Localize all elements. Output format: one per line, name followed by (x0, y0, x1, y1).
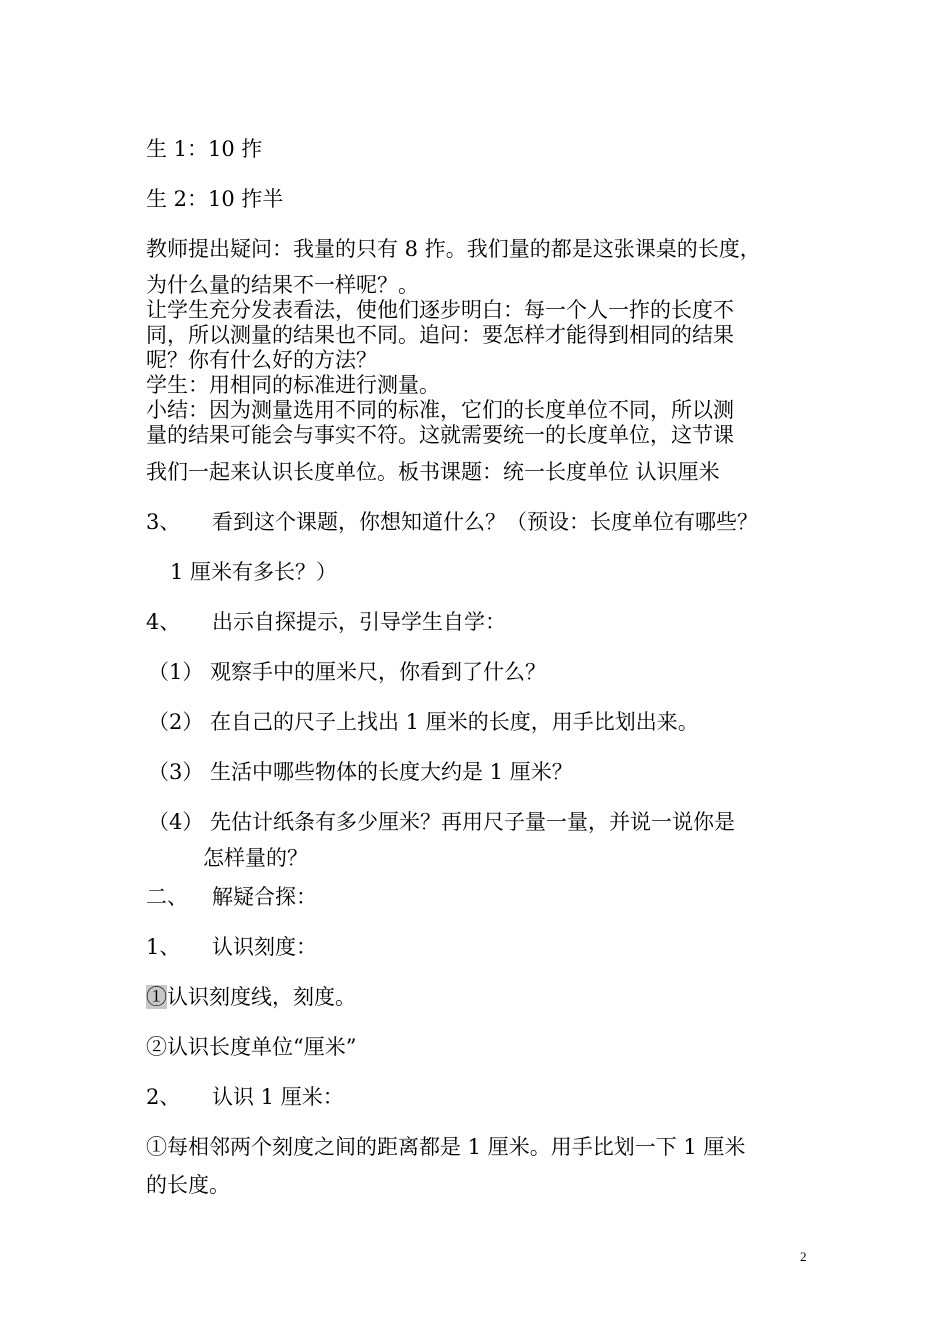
paragraph-line: 生 2：10 拃半 (146, 187, 284, 211)
paragraph-line: ②认识长度单位“厘米” (146, 1035, 357, 1059)
paragraph-line: 为什么量的结果不一样呢？。 (146, 273, 419, 297)
list-number: （1） (148, 660, 204, 684)
list-number: 4、 (146, 610, 181, 634)
paragraph-line: 的长度。 (146, 1173, 230, 1197)
paragraph-line: 小结：因为测量选用不同的标准，它们的长度单位不同，所以测 (146, 398, 734, 422)
list-number: （4） (148, 810, 204, 834)
list-text: 先估计纸条有多少厘米？再用尺子量一量，并说一说你是 (210, 810, 735, 834)
paragraph-line: 1 厘米有多长？） (170, 560, 338, 584)
list-item (146, 609, 506, 635)
list-text: 在自己的尺子上找出 1 厘米的长度，用手比划出来。 (210, 710, 699, 734)
section-heading (146, 884, 317, 910)
list-item (146, 1084, 344, 1110)
list-number: （2） (148, 710, 204, 734)
paragraph-line (146, 984, 356, 1010)
paragraph-line: 让学生充分发表看法，使他们逐步明白：每一个人一拃的长度不 (146, 298, 734, 322)
list-number: 二、 (146, 885, 188, 909)
list-text: 观察手中的厘米尺，你看到了什么？ (210, 660, 546, 684)
list-item (146, 509, 758, 535)
list-number: 3、 (146, 510, 181, 534)
list-text: 认识 1 厘米： (212, 1085, 344, 1109)
list-item (148, 659, 546, 685)
paragraph-line: 量的结果可能会与事实不符。这就需要统一的长度单位，这节课 (146, 423, 734, 447)
list-text: 认识刻度： (212, 935, 317, 959)
paragraph-line: 学生：用相同的标准进行测量。 (146, 373, 440, 397)
paragraph-line: 同，所以测量的结果也不同。追问：要怎样才能得到相同的结果 (146, 323, 734, 347)
list-number: 2、 (146, 1085, 181, 1109)
list-text: 生活中哪些物体的长度大约是 1 厘米？ (210, 760, 573, 784)
paragraph-text: 认识刻度线，刻度。 (167, 985, 356, 1009)
list-item (146, 934, 317, 960)
list-number: （3） (148, 760, 204, 784)
paragraph-line: 生 1：10 拃 (146, 137, 263, 161)
paragraph-line: 我们一起来认识长度单位。板书课题：统一长度单位 认识厘米 (146, 460, 720, 484)
list-number: 1、 (146, 935, 181, 959)
paragraph-line: 呢？你有什么好的方法？ (146, 348, 377, 372)
list-text: 看到这个课题，你想知道什么？（预设：长度单位有哪些？ (212, 510, 758, 534)
paragraph-line: ①每相邻两个刻度之间的距离都是 1 厘米。用手比划一下 1 厘米 (146, 1135, 746, 1159)
list-item (148, 709, 699, 735)
list-text: 解疑合探： (212, 885, 317, 909)
paragraph-line: 教师提出疑问：我量的只有 8 拃。我们量的都是这张课桌的长度， (146, 237, 761, 261)
paragraph-line: 怎样量的？ (203, 846, 308, 870)
list-item (148, 809, 735, 835)
page-number: 2 (800, 1249, 807, 1264)
list-text: 出示自探提示，引导学生自学： (212, 610, 506, 634)
list-item (148, 759, 573, 785)
highlighted-marker: ① (146, 985, 167, 1009)
